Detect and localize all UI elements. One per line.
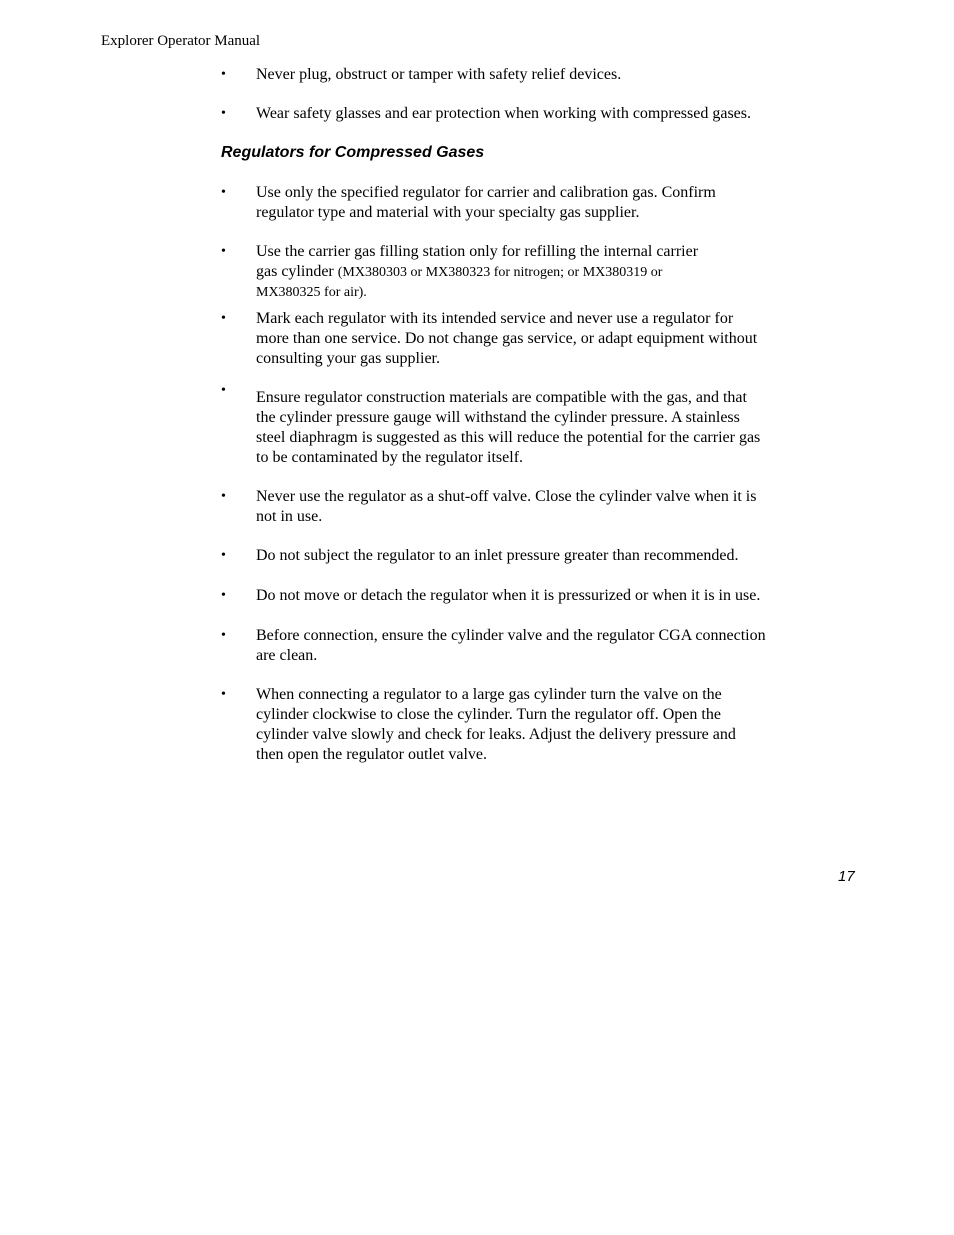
list-item-body bbox=[221, 388, 811, 468]
list-item-text: When connecting a regulator to a large gas cylinder turn the valve on the cylinder clockwise to close the cylinder. Turn the regulator off. Open the cylinder valve slowly and check for leaks. Adjust the delivery pressure and then open the regulator outlet valve. bbox=[256, 686, 736, 763]
list-item bbox=[221, 487, 811, 527]
section-heading: Regulators for Compressed Gases bbox=[221, 144, 485, 161]
list-item-text: Ensure regulator construction materials are compatible with the gas, and that the cylinder pressure gauge will withstand the cylinder pressure. A stainless steel diaphragm is suggested as this will reduce the potential for the carrier gas to be contaminated by the regulator itself. bbox=[256, 389, 761, 466]
list-item bbox=[221, 546, 811, 566]
list-item-main-text: Use the carrier gas filling station only for refilling the internal carrier gas cylinder bbox=[256, 243, 699, 280]
list-item-text bbox=[256, 242, 811, 302]
bullet-icon: • bbox=[221, 106, 226, 121]
bullet-icon: • bbox=[221, 185, 226, 200]
list-item bbox=[221, 685, 811, 765]
part-number-note: (MX380303 or MX380323 for nitrogen; or MX380319 or MX380325 for air). bbox=[256, 265, 663, 300]
bullet-icon: • bbox=[221, 244, 226, 259]
list-item-text: Never plug, obstruct or tamper with safety relief devices. bbox=[256, 66, 622, 83]
bullet-icon: • bbox=[221, 628, 226, 643]
running-header: Explorer Operator Manual bbox=[101, 33, 261, 49]
list-item-text: Wear safety glasses and ear protection when working with compressed gases. bbox=[256, 105, 751, 122]
bullet-icon: • bbox=[221, 489, 226, 504]
bullet-icon: • bbox=[221, 67, 226, 82]
list-item bbox=[221, 65, 811, 85]
bullet-icon: • bbox=[221, 311, 226, 326]
list-item bbox=[221, 309, 811, 369]
list-item bbox=[221, 586, 811, 606]
list-item bbox=[221, 183, 811, 223]
list-item-text: Never use the regulator as a shut-off valve. Close the cylinder valve when it is not in use. bbox=[256, 488, 757, 525]
list-item-text: Do not move or detach the regulator when it is pressurized or when it is in use. bbox=[256, 587, 761, 604]
bullet-icon: • bbox=[221, 548, 226, 563]
bullet-icon: • bbox=[221, 588, 226, 603]
bullet-icon: • bbox=[221, 383, 226, 398]
list-item-text: Mark each regulator with its intended service and never use a regulator for more than one service. Do not change gas service, or adapt equipment without consulting your gas supplier. bbox=[256, 310, 758, 367]
bullet-icon: • bbox=[221, 687, 226, 702]
list-item bbox=[221, 104, 811, 124]
list-item bbox=[221, 626, 811, 666]
list-item-text: Use only the specified regulator for carrier and calibration gas. Confirm regulator type and material with your specialty gas supplier. bbox=[256, 184, 716, 221]
page-number: 17 bbox=[838, 868, 855, 885]
list-item bbox=[221, 242, 811, 302]
list-item-text: Before connection, ensure the cylinder valve and the regulator CGA connection are clean. bbox=[256, 627, 766, 664]
list-item-text: Do not subject the regulator to an inlet pressure greater than recommended. bbox=[256, 547, 739, 564]
